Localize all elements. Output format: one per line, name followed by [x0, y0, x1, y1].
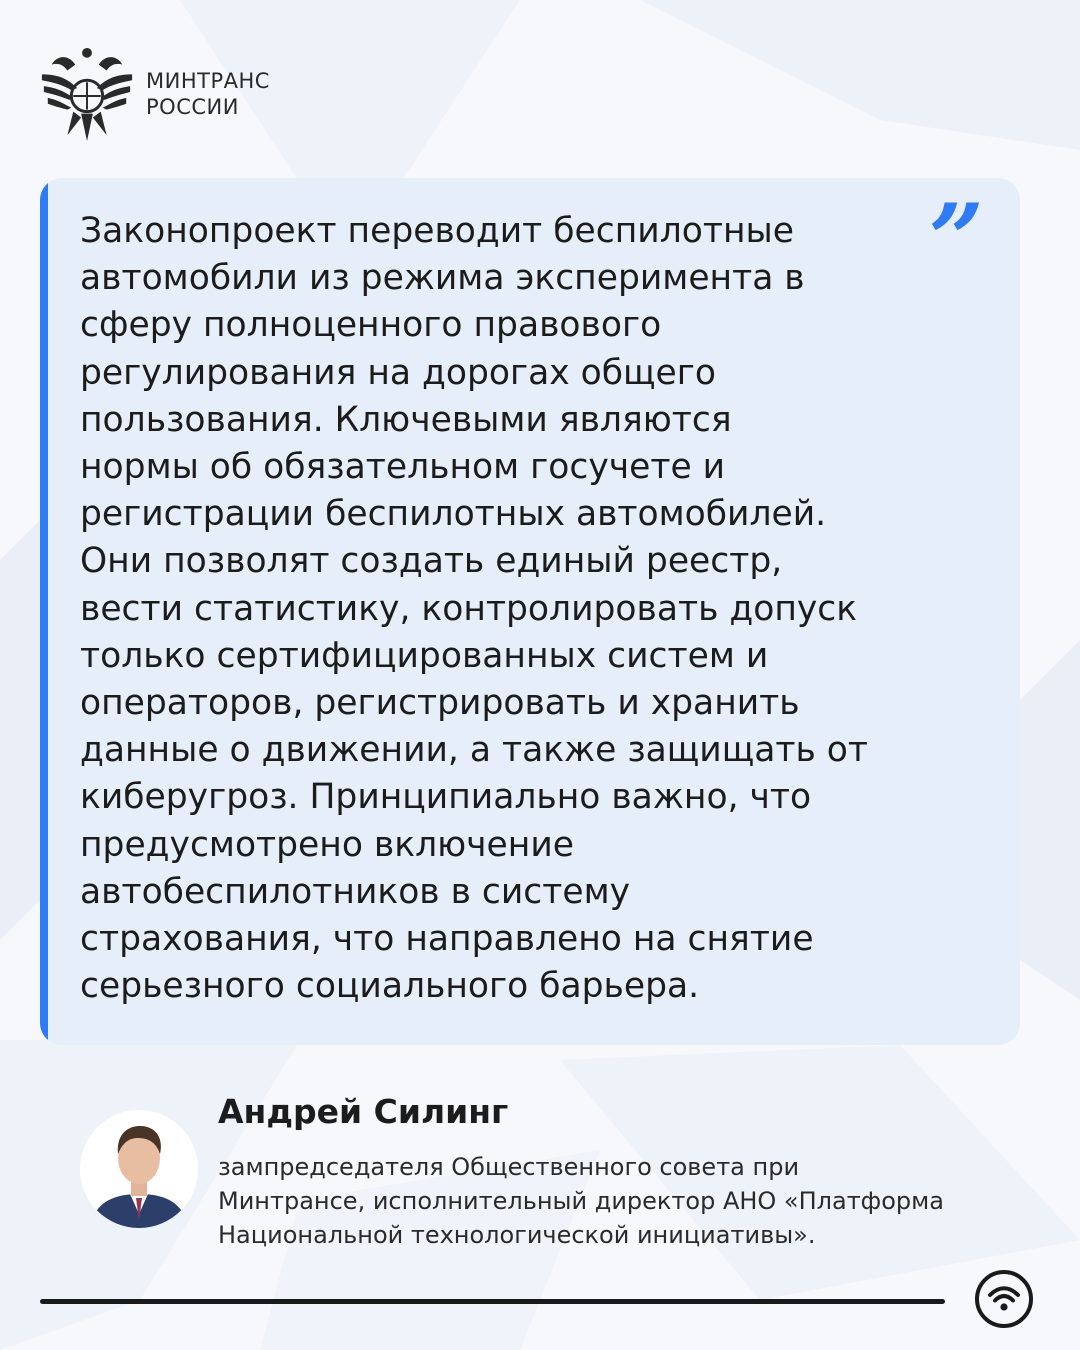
- org-name-line1: МИНТРАНС: [146, 69, 270, 93]
- wifi-signal-icon: [987, 1282, 1021, 1316]
- org-name-line2: РОССИИ: [146, 95, 239, 119]
- header-logo: [38, 44, 270, 144]
- signal-button[interactable]: [975, 1270, 1033, 1328]
- quote-mark-icon: ”: [928, 183, 984, 296]
- footer-divider: [40, 1299, 945, 1304]
- quote-text: Законопроект переводит беспилотные автомобили из режима эксперимента в сферу полноценного правового регулирования на дорогах общего пользования. Ключевыми являются нормы об обязательном госучете и регистрации беспилотных автомобилей. Они позволят создать единый реестр, вести статистику, контролировать допуск только сертифицированных систем и операторов, регистрировать и хранить данные о движении, а также защищать от киберугроз. Принципиально важно, что предусмотрено включение автобеспилотников в систему страхования, что направлено на снятие серьезного социального барьера.: [80, 211, 868, 1007]
- quote-card: [40, 178, 1020, 1045]
- author-name: Андрей Силинг: [218, 1092, 509, 1131]
- org-name: [146, 68, 270, 120]
- author-avatar: [80, 1110, 198, 1228]
- author-title: зампредседателя Общественного совета при Минтрансе, исполнительный директор АНО «Платформа Национальной технологической инициативы».: [218, 1153, 944, 1249]
- person-portrait: [80, 1110, 198, 1228]
- double-headed-eagle-icon: [38, 44, 136, 144]
- quote-accent-bar: [40, 178, 48, 1045]
